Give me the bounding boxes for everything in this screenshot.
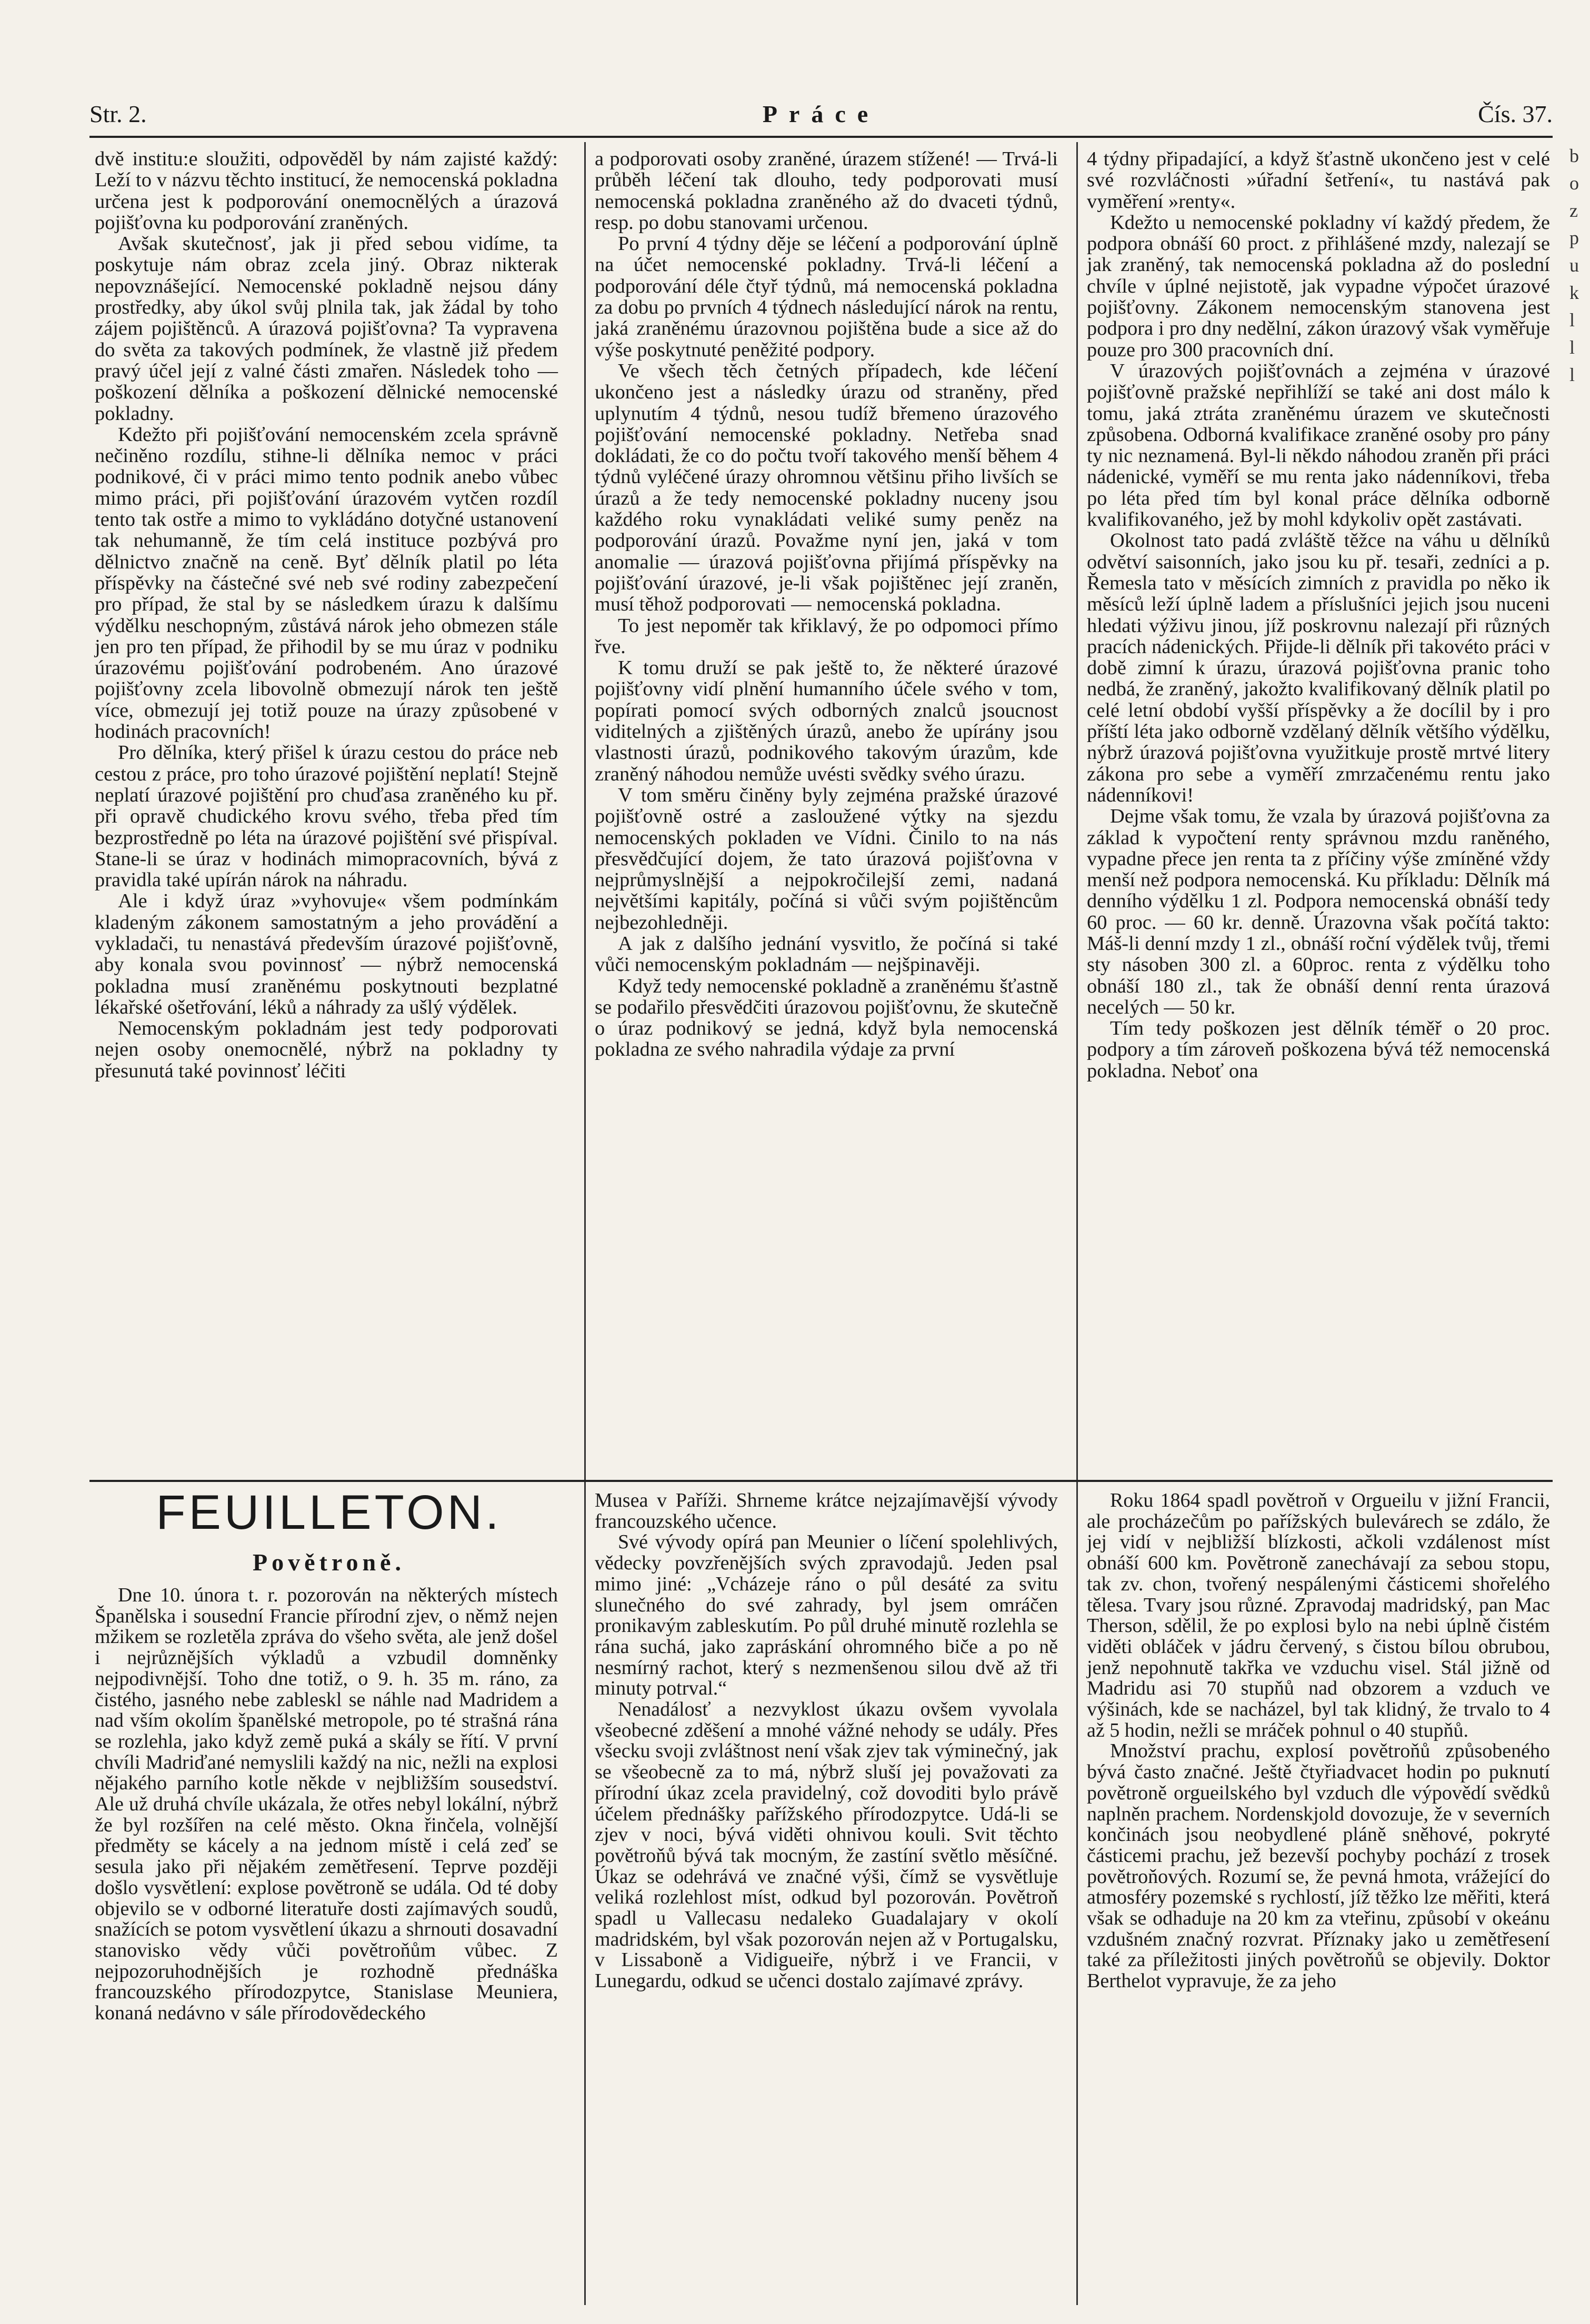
paragraph: Pro dělníka, který přišel k úrazu cestou do práce neb cestou z práce, pro toho úrazové pojištění neplatí! Stejně neplatí úrazové pojištění pro chuďasa zraněného ku př. při opravě chudického krovu svého, třeba před tím bezprostředně po léta na úrazové pojištění své přispíval. Stane-li se úraz v hodinách mimopracovních, bývá z pravidla také upírán nárok na náhradu. [95, 742, 558, 891]
paragraph: Své vývody opírá pan Meunier o líčení spolehlivých, vědecky povzřenějších svých zpravodajů. Jeden psal mimo jiné: „Vcházeje ráno o půl desáté za svitu slunečného do své zahrady, byl jsem omráčen pronikavým zableskutím. Po půl druhé minutě rozlehla se rána suchá, jako zapráskání ohromného biče a po ně nesmírný rachot, který s nezmenšenou silou dvě až tři minuty potrval.“ [595, 1531, 1058, 1700]
paragraph: Okolnost tato padá zvláště těžce na váhu u dělníků odvětví saisonních, jako jsou ku př. tesaři, zedníci a p. Řemesla tato v měsících zimních z pravidla po něko ik měsíců leží úplně ladem a příslušníci jejich jsou nuceni hledati výživu jinou, jíž poskrovnu nalezají při různých pracích nádenických. Přijde-li dělník při takovéto práci v době zimní k úrazu, úrazová pojišťovna pranic toho nedbá, že zraněný, jakožto kvalifikovaný dělník platil po celé letní období vyšší příspěvky a že docílil by i pro příští léta jako odborně vzdělaný dělník většího výdělku, nýbrž úrazová pojišťovna využitkuje prostě mrtvé litery zákona pro sebe a vyměří zmrzačenému rentu jako nádenníkovi! [1087, 529, 1550, 806]
paragraph: Nemocenským pokladnám jest tedy podporovati nejen osoby onemocnělé, nýbrž na pokladny ty přesunutá také povinnosť léčiti [95, 1017, 558, 1082]
paragraph: 4 týdny připadající, a když šťastně ukončeno jest v celé své rozvláčnosti »úřadní šetření«, tu nastává pak vyměření »renty«. [1087, 148, 1550, 213]
newspaper-title: Práce [762, 101, 880, 127]
column-divider-1 [584, 142, 586, 2305]
paragraph: Kdežto u nemocenské pokladny ví každý předem, že podpora obnáší 60 proct. z přihlášené mzdy, nalezají se jak zraněný, tak nemocenská pokladna až do poslední chvíle v úplné nejistotě, jak vypadne výpočet úrazové pojišťovny. Zákonem nemocenským stanovena jest podpora i pro dny nedělní, zákon úrazový však vyměřuje pouze pro 300 pracovních dní. [1087, 211, 1550, 361]
feuilleton-subtitle: Povětroně. [253, 1549, 405, 1576]
article-column-2 [595, 148, 1058, 1060]
adjacent-page-edge: b o z p u k l l l [1569, 145, 1579, 385]
paragraph: Množství prachu, explosí povětroňů způsobeného bývá často značné. Ještě čtyřiadvacet hodin po puknutí povětroně orgueilského byl vzduch dle výpovědí svědků naplněn prachem. Nordenskjold dovozuje, že v severních končinách jsou neobydlené pláně sněhové, pokryté částicemi prachu, jež bezevší pochyby pochází z trosek povětroňových. Rozumí se, že pevná hmota, vrážející do atmosféry pozemské s rychlostí, jíž těžko lze měřiti, která však se odhaduje na 20 km za vteřinu, způsobí v okeánu vzdušném značný rozvrat. Příznaky jako u zemětřesení také za příležitosti jiných povětroňů se objevily. Doktor Berthelot vypravuje, že za jeho [1087, 1740, 1550, 1992]
paragraph: Ale i když úraz »vyhovuje« všem podmínkám kladeným zákonem samostatným a jeho provádění a vykladači, tu nenastává především úrazové pojišťovně, aby konala svou povinnosť — nýbrž nemocenská pokladna musí zraněnému poskytnouti bezplatné lékařské ošetřování, léků a náhrady za ušlý výdělek. [95, 890, 558, 1018]
article-column-3 [1087, 148, 1550, 1081]
feuilleton-column-1 [95, 1585, 558, 2024]
paragraph: dvě institu:e sloužiti, odpověděl by nám zajisté každý: Leží to v názvu těchto institucí, že nemocenská pokladna určena jest k podporování onemocnělých a úrazová pojišťovna ku podporování zraněných. [95, 148, 558, 234]
paragraph: Roku 1864 spadl povětroň v Orgueilu v jižní Francii, ale procházečům po pařížských bulevárech se zdálo, že jej vidí v nejbližší blízkosti, ačkoli vzdálenost míst obnáší 600 km. Povětroně zanechávají za sebou stopu, tak zv. chon, tvořený nespálenými částicemi shořelého tělesa. Tvary jsou různé. Zpravodaj madridský, pan Mac Therson, sdělil, že po explosi bylo na nebi úplně čistém viděti obláček v jádru červený, s čistou bílou obrubou, jenž nepohnutě takřka ve vzduchu visel. Stál jižně od Madridu asi 70 stupňů nad obzorem a vzduch ve výšinách, kde se nacházel, byl tak klidný, že trvalo to 4 až 5 hodin, nežli se mráček pohnul o 40 stupňů. [1087, 1489, 1550, 1741]
feuilleton-column-2 [595, 1490, 1058, 1992]
paragraph: V tom směru činěny byly zejména pražské úrazové pojišťovně ostré a zasloužené výtky na sjezdu nemocenských pokladen ve Vídni. Činilo to na nás přesvědčující dojem, že tato úrazová pojišťovna v nejprůmyslnější a nejpokročilejší zemi, nadaná největšími kapitály, počíná si vůči svým pojištěncům nejbezohledněji. [595, 784, 1058, 934]
feuilleton-rule [89, 1480, 1553, 1482]
feuilleton-column-3 [1087, 1490, 1550, 1992]
paragraph: a podporovati osoby zraněné, úrazem stížené! — Trvá-li průběh léčení tak dlouho, tedy podporovati musí nemocenská pokladna zraněného až do dvaceti týdnů, resp. po dobu stanovami určenou. [595, 148, 1058, 234]
issue-number: Čís. 37. [1478, 101, 1553, 127]
paragraph: V úrazových pojišťovnách a zejména v úrazové pojišťovně pražské nepřihlíží se také ani dost málo k tomu, jaká ztráta zraněnému úrazem ve skutečnosti způsobena. Odborná kvalifikace zraněné osoby pro pány ty nic neznamená. Byl-li někdo náhodou zraněn při práci nádenické, vyměří se mu renta jako nádenníkovi, třeba po léta před tím byl konal práce dělníka odborně kvalifikovaného, jež by mohl kdykoliv opět zastávati. [1087, 359, 1550, 531]
page-number: Str. 2. [89, 101, 147, 127]
paragraph: Musea v Paříži. Shrneme krátce nejzajímavější vývody francouzského učence. [595, 1489, 1058, 1532]
feuilleton-heading: FEUILLETON. [156, 1486, 502, 1539]
paragraph: Ve všech těch četných případech, kde léčení ukončeno jest a následky úrazu od straněny, před uplynutím 4 týdnů, nesou tudíž břemeno úrazového pojišťování nemocenské pokladny. Netřeba snad dokládati, že co do počtu tvoří takového menší během 4 týdnů vyléčené úrazy ohromnou většinu přiho livších se úrazů a že tedy nemocenské pokladny nuceny jsou každého roku vynakládati veliké sumy peněz na podporování úrazů. Považme nyní jen, jaká v tom anomalie — úrazová pojišťovna přijímá příspěvky na pojišťování úrazové, je-li však pojištěnec její zraněn, musí těhož podporovati — nemocenská pokladna. [595, 359, 1058, 616]
paragraph: Nenadálosť a nezvyklost úkazu ovšem vyvolala všeobecné zděšení a mnohé vážné nehody se udály. Přes všecku svoji zvláštnost není však zjev tak výminečný, jak se všeobecně za to má, nýbrž sluší jej považovati za přírodní úkaz zcela pravidelný, což dovoditi bylo právě účelem přednášky pařížského přírodozpytce. Udá-li se zjev v noci, bývá viděti ohnivou kouli. Svit těchto povětroňů bývá tak mocným, že zastíní světlo měsíčné. Úkaz se odehrává ve značné výši, čímž se vysvětluje veliká rozlehlost míst, odkud byl pozorován. Povětroň spadl u Vallecasu nedaleko Guadalajary v okolí madridském, byl však pozorován nejen až v Portugalsku, v Lissaboně a Vidigueiře, nýbrž i ve Francii, v Lunegardu, odkud se učenci dostalo zajímavé zprávy. [595, 1698, 1058, 1992]
paragraph: A jak z dalšího jednání vysvitlo, že počíná si také vůči nemocenským pokladnám — nejšpinavěji. [595, 932, 1058, 976]
paragraph: Když tedy nemocenské pokladně a zraněnému šťastně se podařilo přesvědčiti úrazovou pojišťovnu, že skutečně o úraz podnikový se jedná, když byla nemocenská pokladna ze svého nahradila výdaje za první [595, 975, 1058, 1061]
article-column-1 [95, 148, 558, 1081]
paragraph: Kdežto při pojišťování nemocenském zcela správně nečiněno rozdílu, stihne-li dělníka nemoc v práci podnikové, či v práci mimo tento podnik anebo vůbec mimo práci, při pojišťování úrazovém vytčen rozdíl tento tak ostře a mimo to vykládáno dotyčné ustanovení tak nehumanně, že tím celá instituce pozbývá pro dělnictvo značně na ceně. Byť dělník platil po léta příspěvky na částečné své neb své rodiny zabezpečení pro případ, že stal by se následkem úrazu k dalšímu výdělku neschopným, zůstává nárok jeho obmezen stále jen pro ten případ, že přihodil by se mu úraz v podniku úrazovému pojišťování podrobeném. Ano úrazové pojišťovny zcela libovolně obmezují nárok ten ještě více, obmezují jej totiž pouze na úrazy způsobené v hodinách pracovních! [95, 423, 558, 743]
paragraph: Tím tedy poškozen jest dělník téměř o 20 proc. podpory a tím zároveň poškozena bývá též nemocenská pokladna. Neboť ona [1087, 1017, 1550, 1082]
paragraph: To jest nepoměr tak křiklavý, že po odpomoci přímo řve. [595, 614, 1058, 658]
paragraph: Dejme však tomu, že vzala by úrazová pojišťovna za základ k vypočtení renty správnou mzdu raněného, vypadne přece jen renta ta z příčiny výše zmíněné vždy menší než podpora nemocenská. Ku příkladu: Dělník má denního výdělku 1 zl. Podpora nemocenská obnáší tedy 60 proc. — 60 kr. denně. Úrazovna však počítá takto: Máš-li denní mzdy 1 zl., obnáší roční výdělek tvůj, třemi sty násoben 300 zl. a 60proc. renta z výdělku toho obnáší 180 zl., tak že obnáší denní renta úrazová necelých — 50 kr. [1087, 805, 1550, 1018]
paragraph: K tomu druží se pak ještě to, že některé úrazové pojišťovny vidí plnění humanního účele svého v tom, popírati pomocí svých odborných znalců jsoucnost viditelných a zjištěných úrazů, anebo že upírány jsou vlastnosti úrazů, podnikového takovým úrazům, kde zraněný náhodou nemůže uvésti svědky svého úrazu. [595, 657, 1058, 785]
paragraph: Avšak skutečnosť, jak ji před sebou vidíme, ta poskytuje nám obraz zcela jiný. Obraz nikterak nepovznášející. Nemocenské pokladně nejsou dány prostředky, aby úkol svůj plnila tak, jak žádal by toho zájem pojištěnců. A úrazová pojišťovna? Ta vypravena do světa za takových podmínek, že vlastně již předem pravý účel její z valné části zmařen. Následek toho — poškození dělníka a poškození dělnické nemocenské pokladny. [95, 233, 558, 425]
header-rule [89, 136, 1553, 138]
paragraph: Dne 10. února t. r. pozorován na některých místech Španělska i sousední Francie přírodní zjev, o němž nejen mžikem se rozletěla zpráva do všeho světa, ale jenž došel i nejrůznějších výkladů a vzbudil domněnky nejpodivnější. Toho dne totiž, o 9. h. 35 m. ráno, za čistého, jasného nebe zableskl se náhle nad Madridem a nad vším okolím španělské metropole, po té strašná rána se rozlehla, jako když země puká a skály se řítí. V první chvíli Madriďané nemyslili každý na nic, nežli na explosi nějakého parního kotle někde v nejbližším sousedství. Ale už druhá chvíle ukázala, že otřes nebyl lokální, nýbrž že byl rozšířen na celé město. Okna řinčela, volnější předměty se kácely a na jednom místě i celá zeď se sesula jako při nějakém zemětřesení. Teprve později došlo vysvětlení: explose povětroně se udála. Od té doby objevilo se v odborné literatuře dosti zajímavých soudů, snažících se potom vysvětlení úkazu a shrnouti dosavadní stanovisko vědy vůči povětroňům vůbec. Z nejpozoruhodnějších je rozhodně přednáška francouzského přírodozpytce, Stanislase Meuniera, konaná nedávno v sále přírodovědeckého [95, 1584, 558, 2025]
paragraph: Po první 4 týdny děje se léčení a podporování úplně na účet nemocenské pokladny. Trvá-li léčení a podporování déle čtyř týdnů, má nemocenská pokladna za dobu po prvních 4 týdnech následující nárok na rentu, jaká zraněnému úrazovnou pojištěna bude a sice až do výše poskytnuté peněžité podpory. [595, 233, 1058, 361]
column-divider-2 [1076, 142, 1078, 2305]
